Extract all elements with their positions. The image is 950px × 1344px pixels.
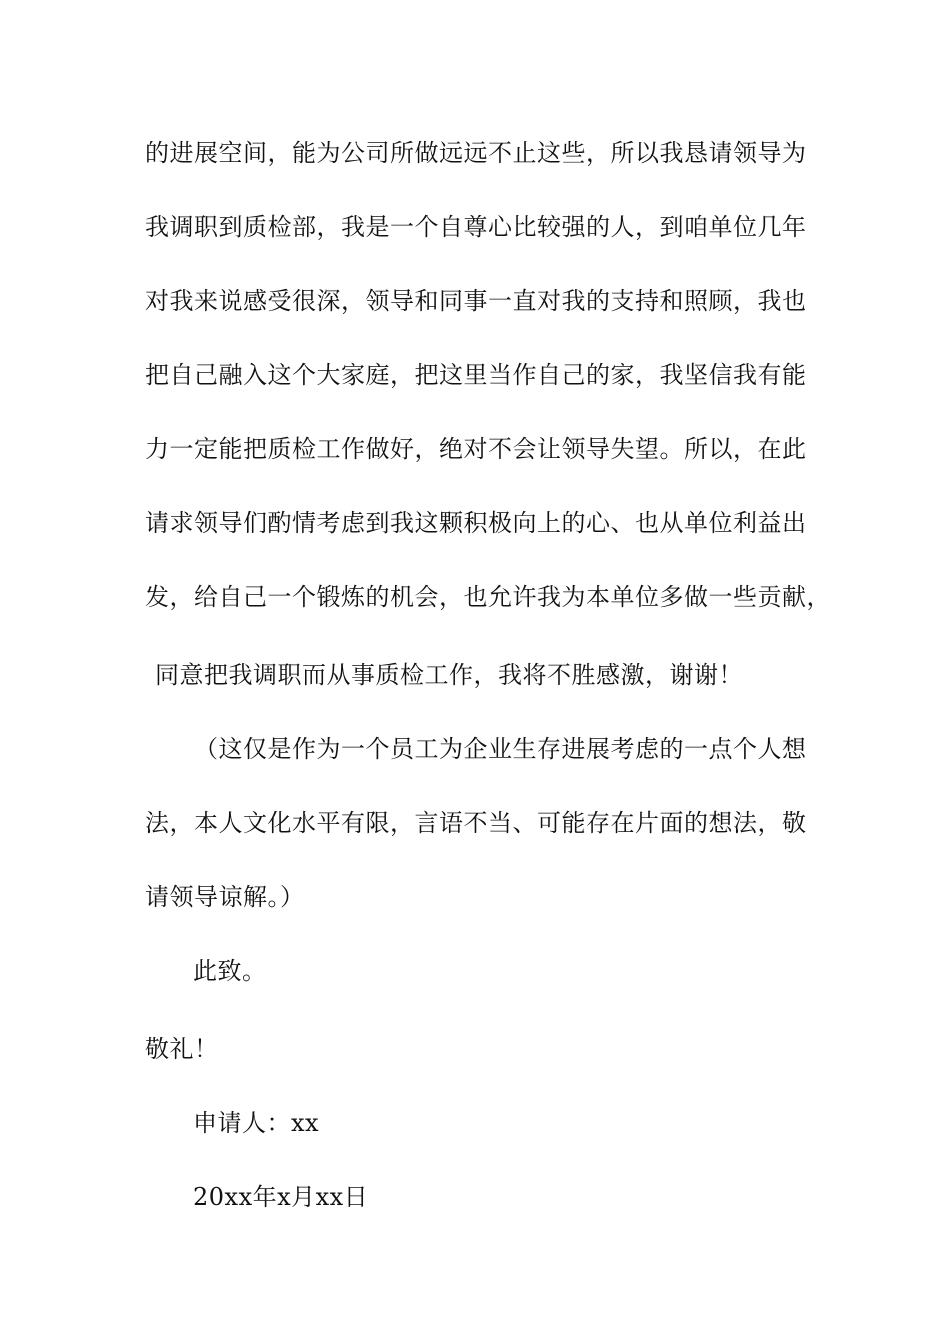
note-line-1: （这仅是作为一个员工为企业生存进展考虑的一点个人想 <box>194 735 807 763</box>
closing-text: 此致。 <box>193 957 267 985</box>
applicant-signature: 申请人：xx <box>193 1109 320 1137</box>
body-line-4: 把自己融入这个大家庭，把这里当作自己的家，我坚信我有能 <box>145 361 807 389</box>
body-line-2: 我调职到质检部，我是一个自尊心比较强的人，到咱单位几年 <box>145 213 807 241</box>
date-text: 20xx年x月xx日 <box>193 1183 369 1211</box>
body-line-5: 力一定能把质检工作做好，绝对不会让领导失望。所以，在此 <box>145 435 807 463</box>
note-line-3: 请领导谅解。） <box>145 883 305 911</box>
note-line-2: 法，本人文化水平有限，言语不当、可能存在片面的想法，敬 <box>145 809 807 837</box>
body-line-3: 对我来说感受很深，领导和同事一直对我的支持和照顾，我也 <box>145 287 807 315</box>
salutation-text: 敬礼！ <box>145 1035 219 1063</box>
body-line-7: 发，给自己一个锻炼的机会，也允许我为本单位多做一些贡献， <box>145 583 831 611</box>
body-line-1: 的进展空间，能为公司所做远远不止这些，所以我恳请领导为 <box>145 139 807 167</box>
body-line-8: 同意把我调职而从事质检工作，我将不胜感激，谢谢！ <box>155 661 743 689</box>
body-line-6: 请求领导们酌情考虑到我这颗积极向上的心、也从单位利益出 <box>145 509 807 537</box>
